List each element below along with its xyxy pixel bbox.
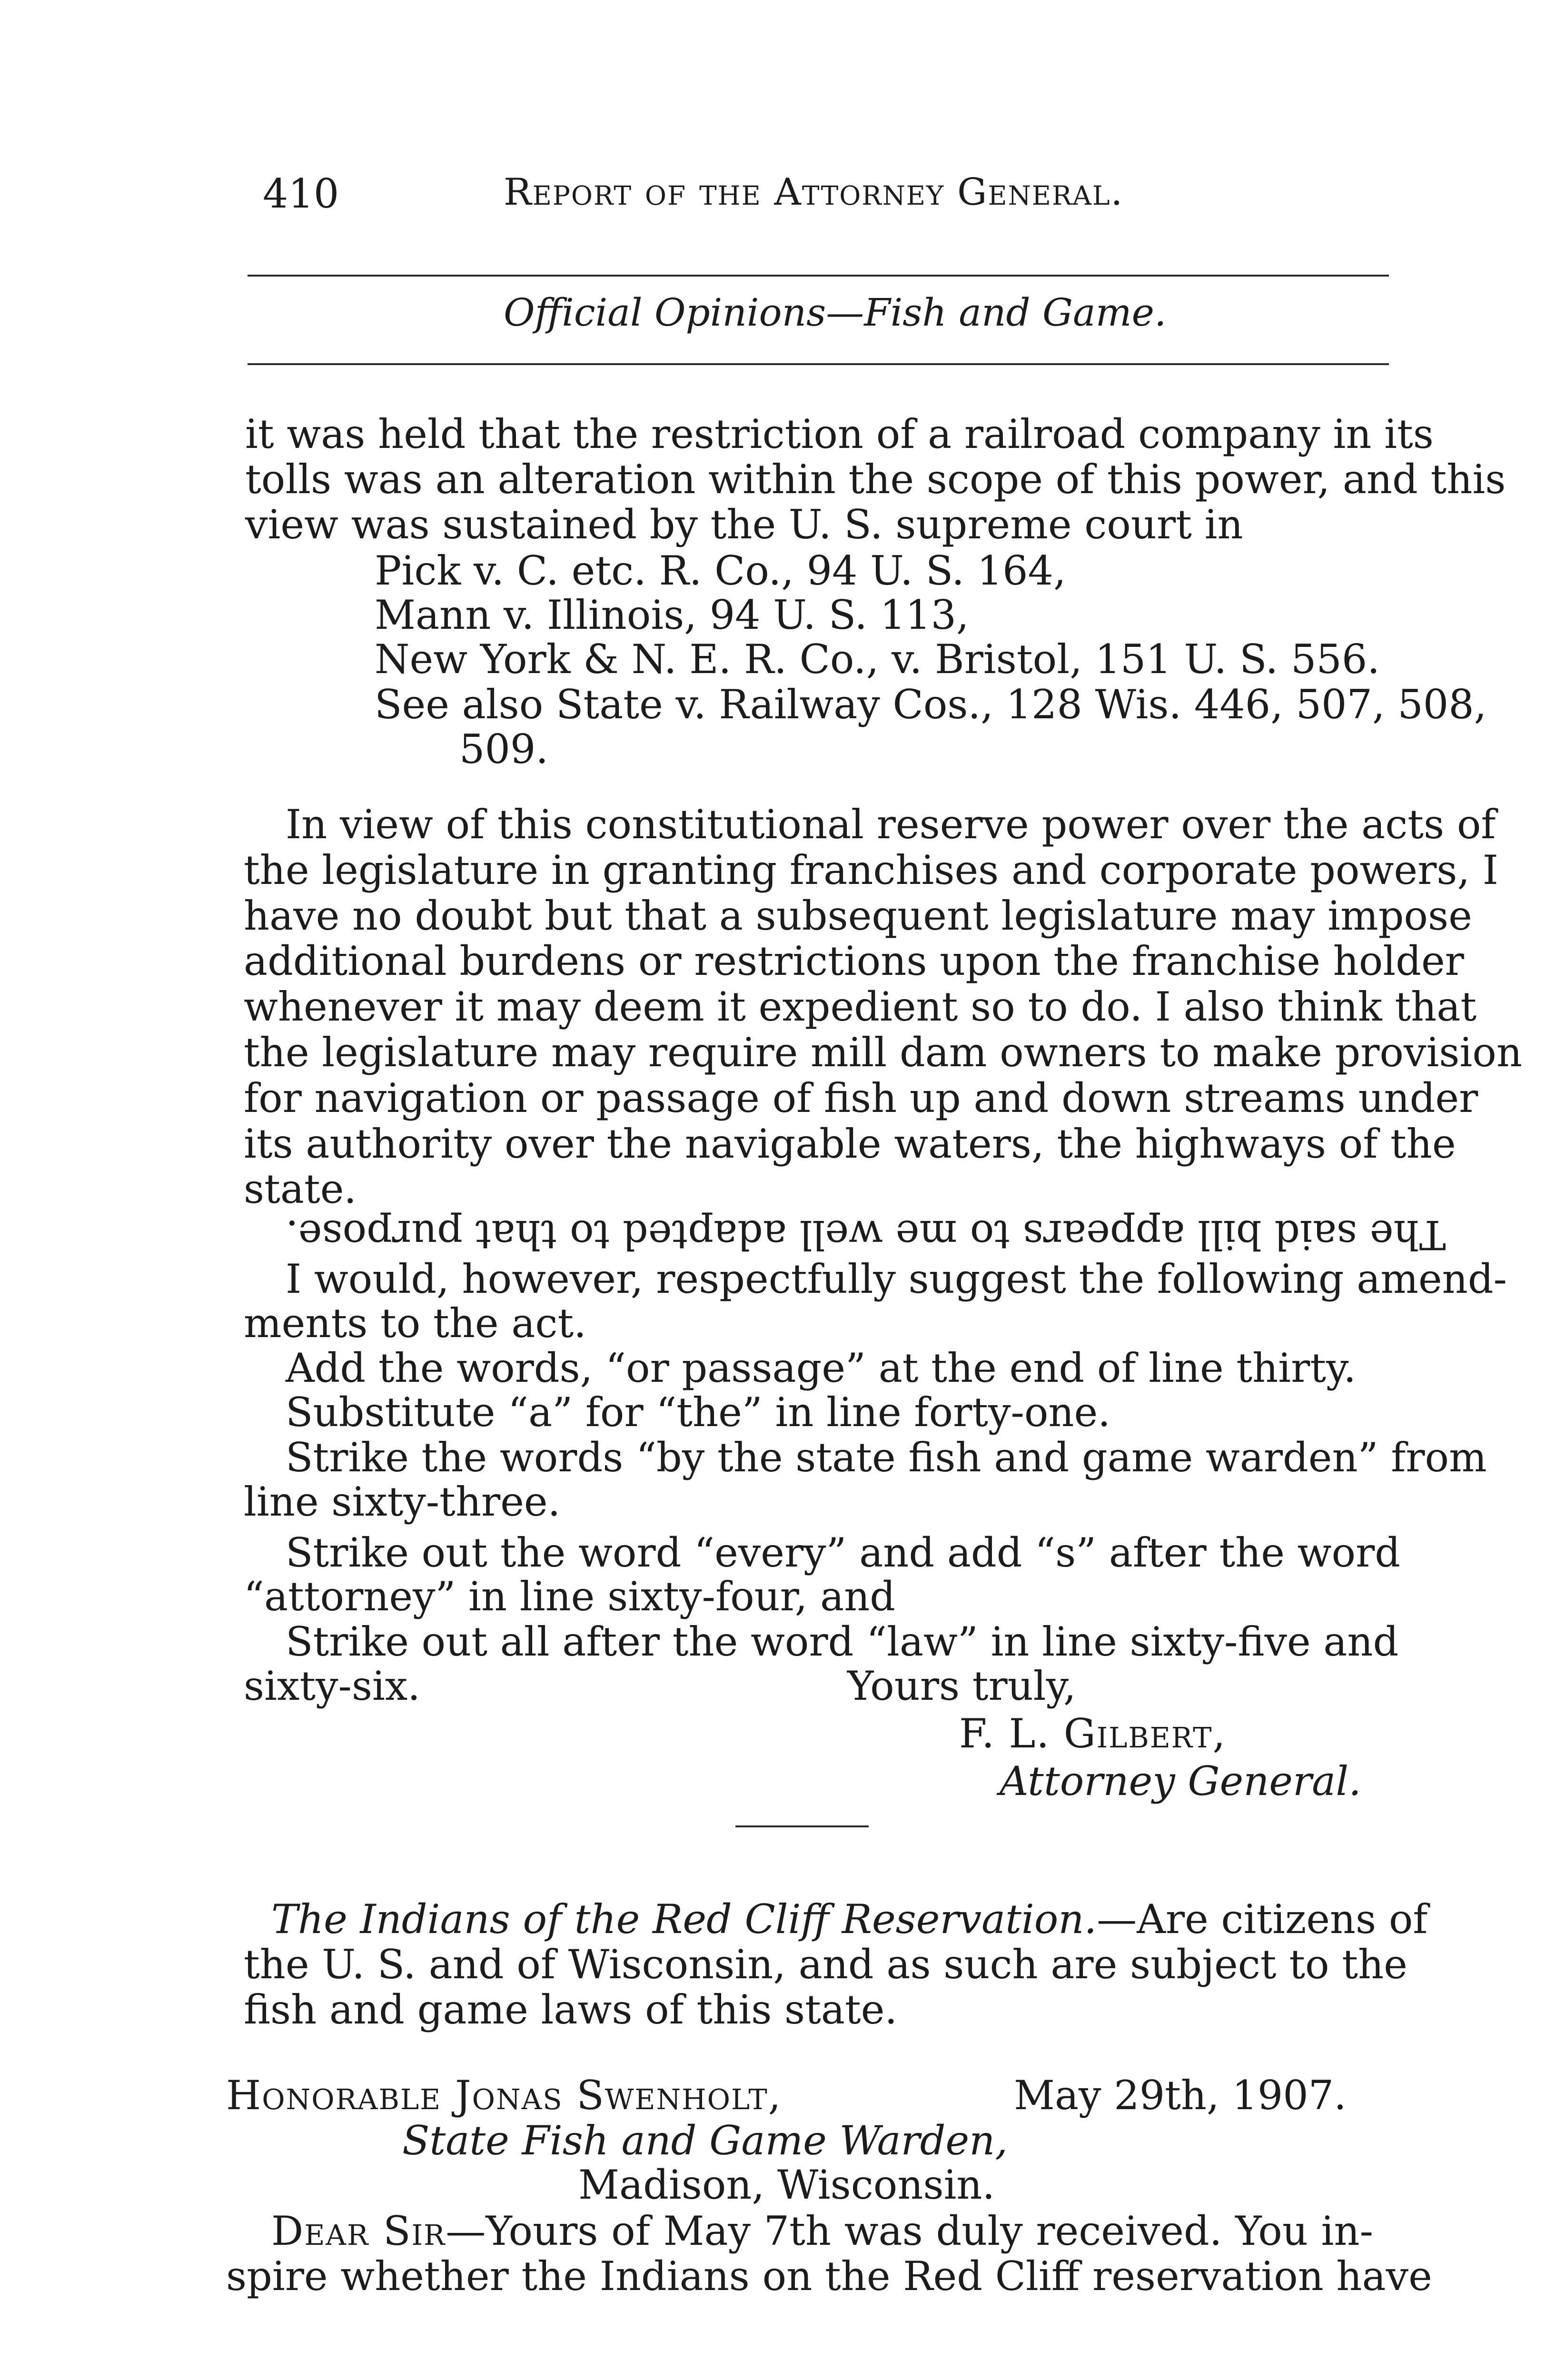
amendment-item: line sixty-three. (244, 1478, 561, 1525)
running-title: Report of the Attorney General. (504, 171, 1124, 214)
amendment-item: Substitute “a” for “the” in line forty-one. (286, 1389, 1110, 1436)
para-line: it was held that the restriction of a railroad company in its (245, 411, 1434, 457)
section-title: Official Opinions—Fish and Game. (504, 290, 1167, 335)
para-line: the legislature may require mill dam owners to make provision (244, 1029, 1522, 1076)
signer-title: Attorney General. (1000, 1758, 1361, 1805)
para-line: I would, however, respectfully suggest the following amend- (286, 1256, 1507, 1302)
letter-date: May 29th, 1907. (1014, 2072, 1347, 2119)
headnote-line-1 (271, 1896, 1428, 1943)
letter-body-line: spire whether the Indians on the Red Cliff reservation have (226, 2253, 1432, 2300)
letter-body-text: —Yours of May 7th was duly received. You in- (446, 2208, 1373, 2254)
letter-body-line-1 (271, 2208, 1373, 2254)
citation: 509. (459, 726, 549, 773)
amendment-item: Strike out all after the word “law” in line sixty-five and (286, 1618, 1399, 1665)
amendment-item: Strike the words “by the state fish and game warden” from (286, 1434, 1487, 1481)
signer-name: F. L. Gilbert, (959, 1710, 1227, 1757)
salutation: Dear Sir (271, 2208, 446, 2254)
headnote-line: the U. S. and of Wisconsin, and as such are subject to the (244, 1941, 1407, 1988)
addressee-name: Honorable Jonas Swenholt, (226, 2072, 782, 2119)
citation: See also State v. Railway Cos., 128 Wis. 446, 507, 508, (375, 681, 1487, 728)
inverted-line: The said bill appears to me well adapted to that purpose. (286, 1211, 1446, 1258)
page-number: 410 (263, 170, 339, 217)
para-line: tolls was an alteration within the scope of this power, and this (245, 456, 1506, 503)
para-line: its authority over the navigable waters, the highways of the (244, 1121, 1456, 1167)
para-line: view was sustained by the U. S. supreme court in (245, 501, 1243, 548)
amendment-item: Strike out the word “every” and add “s” after the word (286, 1529, 1401, 1576)
header-rule-top (248, 275, 1389, 277)
citation: Mann v. Illinois, 94 U. S. 113, (375, 592, 969, 638)
amendment-item: “attorney” in line sixty-four, and (244, 1573, 896, 1620)
para-line: for navigation or passage of fish up and down streams under (244, 1075, 1478, 1121)
para-line: state. (244, 1166, 357, 1212)
headnote-text: —Are citizens of (1097, 1896, 1428, 1943)
amendment-item: sixty-six. (244, 1663, 420, 1709)
addressee-location: Madison, Wisconsin. (578, 2162, 995, 2208)
headnote-line: fish and game laws of this state. (244, 1986, 898, 2033)
amendment-item: Add the words, “or passage” at the end of line thirty. (286, 1345, 1357, 1391)
closing: Yours truly, (847, 1663, 1076, 1709)
inverted-line-wrapper (286, 1211, 1446, 1258)
header-rule-bottom (248, 363, 1389, 365)
para-line: additional burdens or restrictions upon the franchise holder (244, 938, 1464, 984)
para-line: In view of this constitutional reserve power over the acts of (286, 801, 1496, 848)
headnote-title: The Indians of the Red Cliff Reservation. (271, 1896, 1097, 1943)
citation: New York & N. E. R. Co., v. Bristol, 151 U. S. 556. (375, 636, 1380, 683)
section-divider (735, 1825, 869, 1827)
addressee-title: State Fish and Game Warden, (402, 2117, 1008, 2164)
para-line: whenever it may deem it expedient so to do. I also think that (244, 983, 1477, 1030)
citation: Pick v. C. etc. R. Co., 94 U. S. 164, (375, 547, 1066, 594)
para-line: have no doubt but that a subsequent legislature may impose (244, 892, 1472, 939)
para-line: ments to the act. (244, 1300, 586, 1347)
para-line: the legislature in granting franchises and corporate powers, I (244, 847, 1498, 893)
